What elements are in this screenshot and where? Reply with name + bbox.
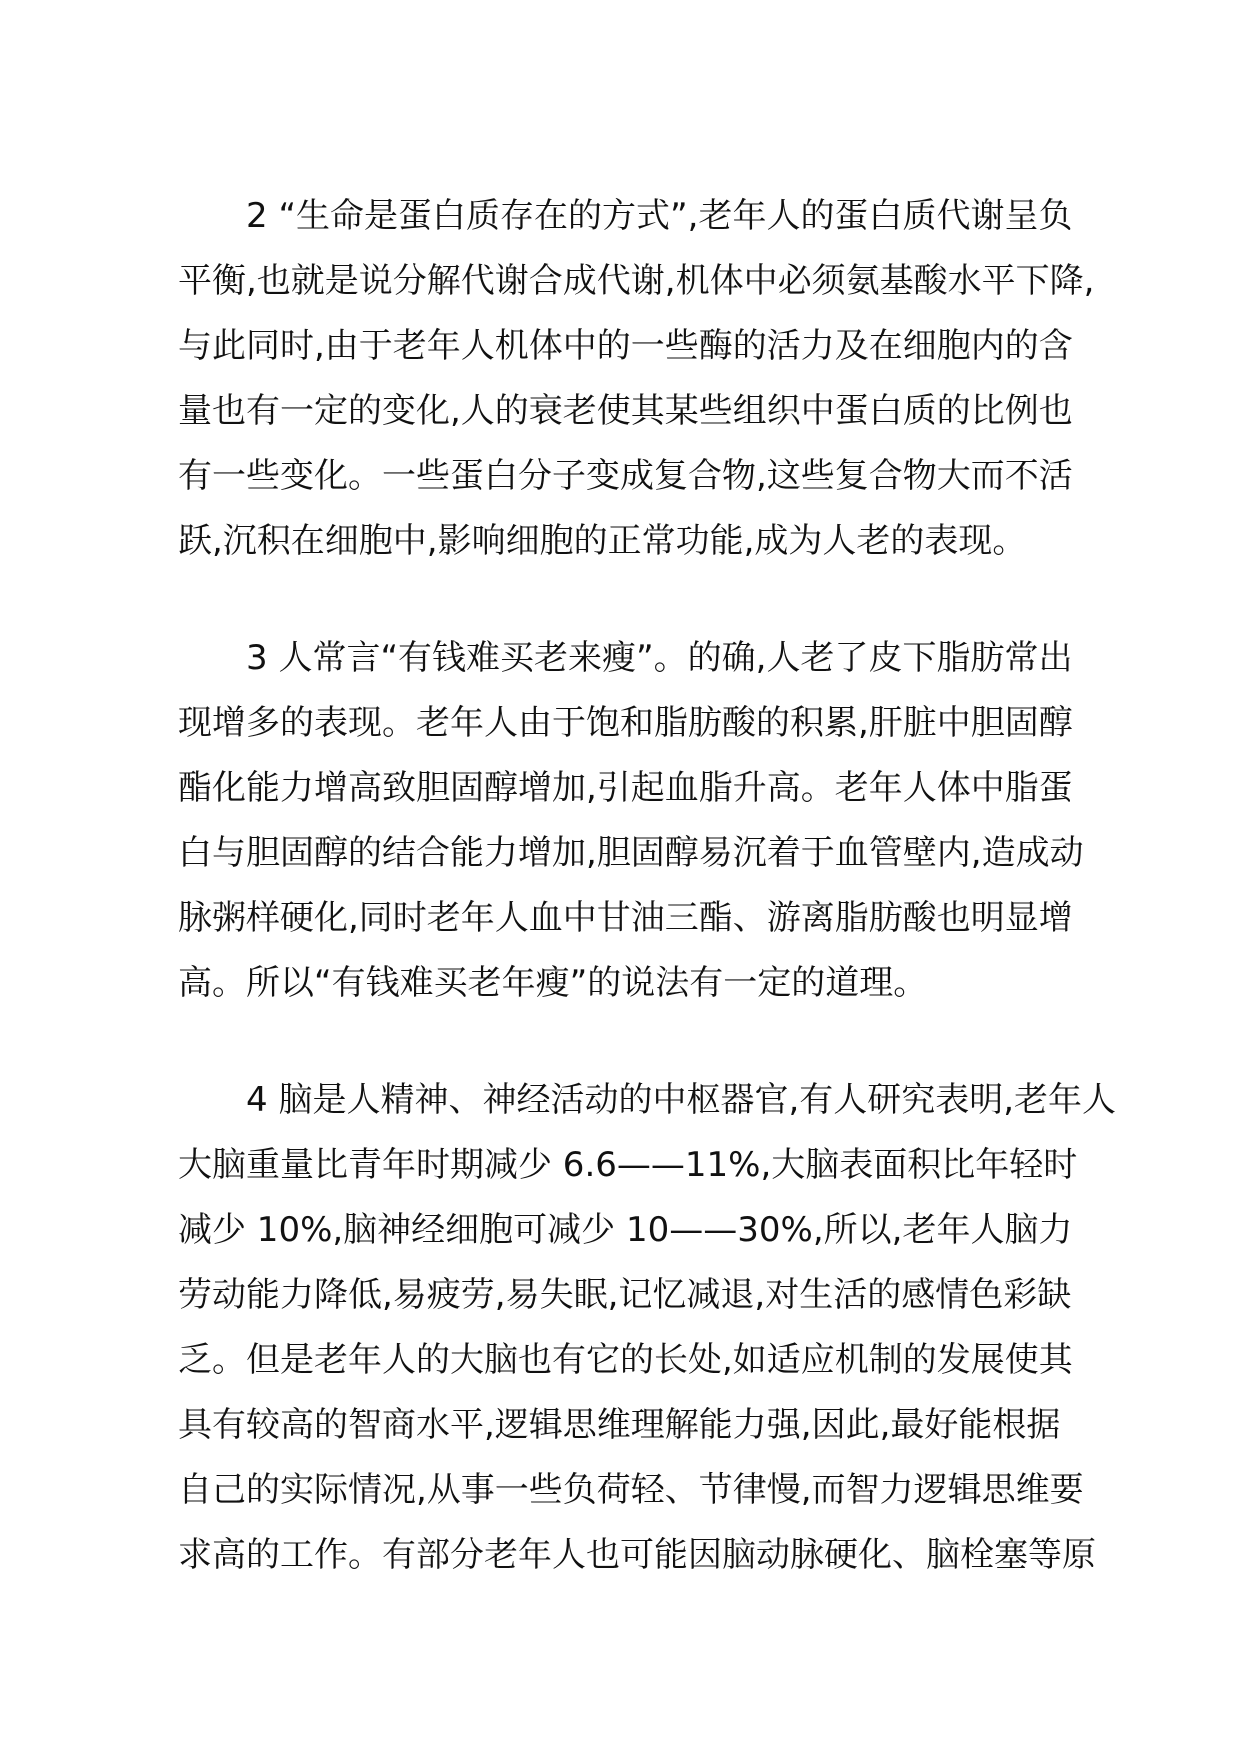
text-line: 3 人常言“有钱难买老来瘦”。的确,人老了皮下脂肪常出 bbox=[178, 638, 1073, 678]
text-line: 2 “生命是蛋白质存在的方式”,老年人的蛋白质代谢呈负 bbox=[178, 196, 1073, 236]
text-line: 求高的工作。有部分老年人也可能因脑动脉硬化、脑栓塞等原 bbox=[178, 1535, 1096, 1575]
paragraph-gap bbox=[178, 1016, 1078, 1068]
paragraph-4 bbox=[178, 1068, 1117, 1588]
text-line: 高。所以“有钱难买老年瘦”的说法有一定的道理。 bbox=[178, 963, 928, 1003]
paragraph-gap bbox=[178, 574, 1078, 626]
text-line: 劳动能力降低,易疲劳,易失眠,记忆减退,对生活的感情色彩缺 bbox=[178, 1275, 1072, 1315]
text-line: 平衡,也就是说分解代谢合成代谢,机体中必须氨基酸水平下降, bbox=[178, 261, 1095, 301]
text-line: 乏。但是老年人的大脑也有它的长处,如适应机制的发展使其 bbox=[178, 1340, 1073, 1380]
text-line: 减少 10%,脑神经细胞可减少 10——30%,所以,老年人脑力 bbox=[178, 1210, 1073, 1250]
text-line: 酯化能力增高致胆固醇增加,引起血脂升高。老年人体中脂蛋 bbox=[178, 768, 1073, 808]
paragraph-2 bbox=[178, 184, 1095, 574]
text-line: 具有较高的智商水平,逻辑思维理解能力强,因此,最好能根据 bbox=[178, 1405, 1061, 1445]
text-line: 白与胆固醇的结合能力增加,胆固醇易沉着于血管壁内,造成动 bbox=[178, 833, 1084, 873]
body-text bbox=[178, 184, 1117, 1588]
text-line: 4 脑是人精神、神经活动的中枢器官,有人研究表明,老年人 bbox=[178, 1080, 1117, 1120]
text-line: 跃,沉积在细胞中,影响细胞的正常功能,成为人老的表现。 bbox=[178, 521, 1027, 561]
text-line: 与此同时,由于老年人机体中的一些酶的活力及在细胞内的含 bbox=[178, 326, 1073, 366]
text-line: 量也有一定的变化,人的衰老使其某些组织中蛋白质的比例也 bbox=[178, 391, 1073, 431]
paragraph-3 bbox=[178, 626, 1084, 1016]
text-line: 现增多的表现。老年人由于饱和脂肪酸的积累,肝脏中胆固醇 bbox=[178, 703, 1073, 743]
text-line: 脉粥样硬化,同时老年人血中甘油三酯、游离脂肪酸也明显增 bbox=[178, 898, 1073, 938]
text-line: 有一些变化。一些蛋白分子变成复合物,这些复合物大而不活 bbox=[178, 456, 1073, 496]
text-line: 大脑重量比青年时期减少 6.6——11%,大脑表面积比年轻时 bbox=[178, 1145, 1078, 1185]
text-line: 自己的实际情况,从事一些负荷轻、节律慢,而智力逻辑思维要 bbox=[178, 1470, 1084, 1510]
